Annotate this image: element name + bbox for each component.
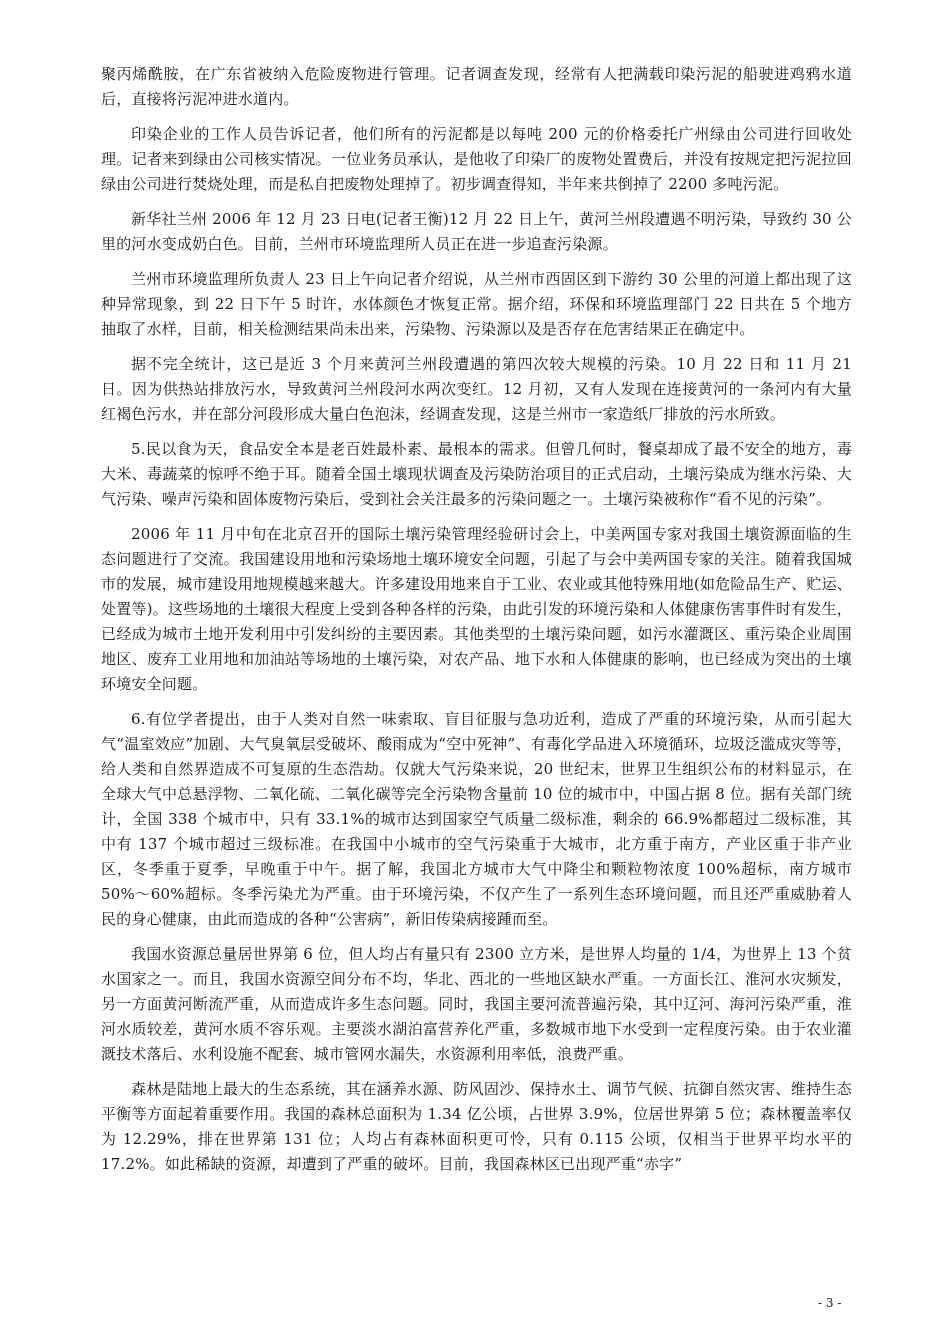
paragraph-1: 聚丙烯酰胺，在广东省被纳入危险废物进行管理。记者调查发现，经常有人把满载印染污泥的船驶进鸡鸦水道后，直接将污泥冲进水道内。 <box>101 65 852 108</box>
paragraph-3: 新华社兰州 2006 年 12 月 23 日电(记者王衡)12 月 22 日上午，黄河兰州段遭遇不明污染，导致约 30 公里的河水变成奶白色。目前，兰州市环境监理所人员正在进一步追查污染源。 <box>101 210 852 253</box>
paragraph-2: 印染企业的工作人员告诉记者，他们所有的污泥都是以每吨 200 元的价格委托广州绿由公司进行回收处理。记者来到绿由公司核实情况。一位业务员承认，是他收了印染厂的废物处置费后，并没有按规定把污泥拉回绿由公司进行焚烧处理，而是私自把废物处理掉了。初步调查得知，半年来共倒掉了 2200 多吨污泥。 <box>101 125 852 193</box>
paragraph-5: 据不完全统计，这已是近 3 个月来黄河兰州段遭遇的第四次较大规模的污染。10 月 22 日和 11 月 21 日。因为供热站排放污水，导致黄河兰州段河水两次变红。12 月初，又有人发现在连接黄河的一条河内有大量红褐色污水，并在部分河段形成大量白色泡沫，经调查发现，这是兰州市一家造纸厂排放的污水所致。 <box>101 355 852 423</box>
paragraph-6: 5.民以食为天，食品安全本是老百姓最朴素、最根本的需求。但曾几何时，餐桌却成了最不安全的地方，毒大米、毒蔬菜的惊呼不绝于耳。随着全国土壤现状调查及污染防治项目的正式启动，土壤污染成为继水污染、大气污染、噪声污染和固体废物污染后，受到社会关注最多的污染问题之一。土壤污染被称作“看不见的污染”。 <box>101 440 852 508</box>
body-text <box>101 62 852 1187</box>
paragraph-10: 森林是陆地上最大的生态系统，其在涵养水源、防风固沙、保持水土、调节气候、抗御自然灾害、维持生态平衡等方面起着重要作用。我国的森林总面积为 1.34 亿公顷，占世界 3.9%，位居世界第 5 位；森林覆盖率仅为 12.29%，排在世界第 131 位；人均占有森林面积更可怜，只有 0.115 公顷，仅相当于世界平均水平的 17.2%。如此稀缺的资源，却遭到了严重的破坏。目前，我国森林区已出现严重“赤字” <box>101 1080 852 1173</box>
paragraph-9: 我国水资源总量居世界第 6 位，但人均占有量只有 2300 立方米，是世界人均量的 1/4，为世界上 13 个贫水国家之一。而且，我国水资源空间分布不均，华北、西北的一些地区缺水严重。一方面长江、淮河水灾频发，另一方面黄河断流严重，从而造成许多生态问题。同时，我国主要河流普遍污染，其中辽河、海河污染严重，淮河水质较差，黄河水质不容乐观。主要淡水湖泊富营养化严重，多数城市地下水受到一定程度污染。由于农业灌溉技术落后、水利设施不配套、城市管网水漏失，水资源利用率低，浪费严重。 <box>101 945 852 1063</box>
paragraph-8: 6.有位学者提出，由于人类对自然一味索取、盲目征服与急功近利，造成了严重的环境污染，从而引起大气“温室效应”加剧、大气臭氧层受破坏、酸雨成为“空中死神”、有毒化学品进入环境循环，垃圾泛滥成灾等等，给人类和自然界造成不可复原的生态浩劫。仅就大气污染来说，20 世纪末，世界卫生组织公布的材料显示，在全球大气中总悬浮物、二氧化硫、二氧化碳等完全污染物含量前 10 位的城市中，中国占据 8 位。据有关部门统计，全国 338 个城市中，只有 33.1%的城市达到国家空气质量二级标准，剩余的 66.9%都超过二级标准，其中有 137 个城市超过三级标准。在我国中小城市的空气污染重于大城市，北方重于南方，产业区重于非产业区，冬季重于夏季，早晚重于中午。据了解，我国北方城市大气中降尘和颗粒物浓度 100%超标，南方城市 50%～60%超标。冬季污染尤为严重。由于环境污染，不仅产生了一系列生态环境问题，而且还严重威胁着人民的身心健康，由此而造成的各种“公害病”，新旧传染病接踵而至。 <box>101 710 852 928</box>
paragraph-7: 2006 年 11 月中旬在北京召开的国际土壤污染管理经验研讨会上，中美两国专家对我国土壤资源面临的生态问题进行了交流。我国建设用地和污染场地土壤环境安全问题，引起了与会中美两国专家的关注。随着我国城市的发展，城市建设用地规模越来越大。许多建设用地来自于工业、农业或其他特殊用地(如危险品生产、贮运、处置等)。这些场地的土壤很大程度上受到各种各样的污染，由此引发的环境污染和人体健康伤害事件时有发生，已经成为城市土地开发利用中引发纠纷的主要因素。其他类型的土壤污染问题，如污水灌溉区、重污染企业周围地区、废弃工业用地和加油站等场地的土壤污染，对农产品、地下水和人体健康的影响，也已经成为突出的土壤环境安全问题。 <box>101 525 852 693</box>
page-number: - 3 - <box>818 1296 842 1310</box>
paragraph-4: 兰州市环境监理所负责人 23 日上午向记者介绍说，从兰州市西固区到下游约 30 公里的河道上都出现了这种异常现象，到 22 日下午 5 时许，水体颜色才恢复正常。据介绍，环保和环境监理部门 22 日共在 5 个地方抽取了水样，目前，相关检测结果尚未出来，污染物、污染源以及是否存在危害结果正在确定中。 <box>101 270 852 338</box>
